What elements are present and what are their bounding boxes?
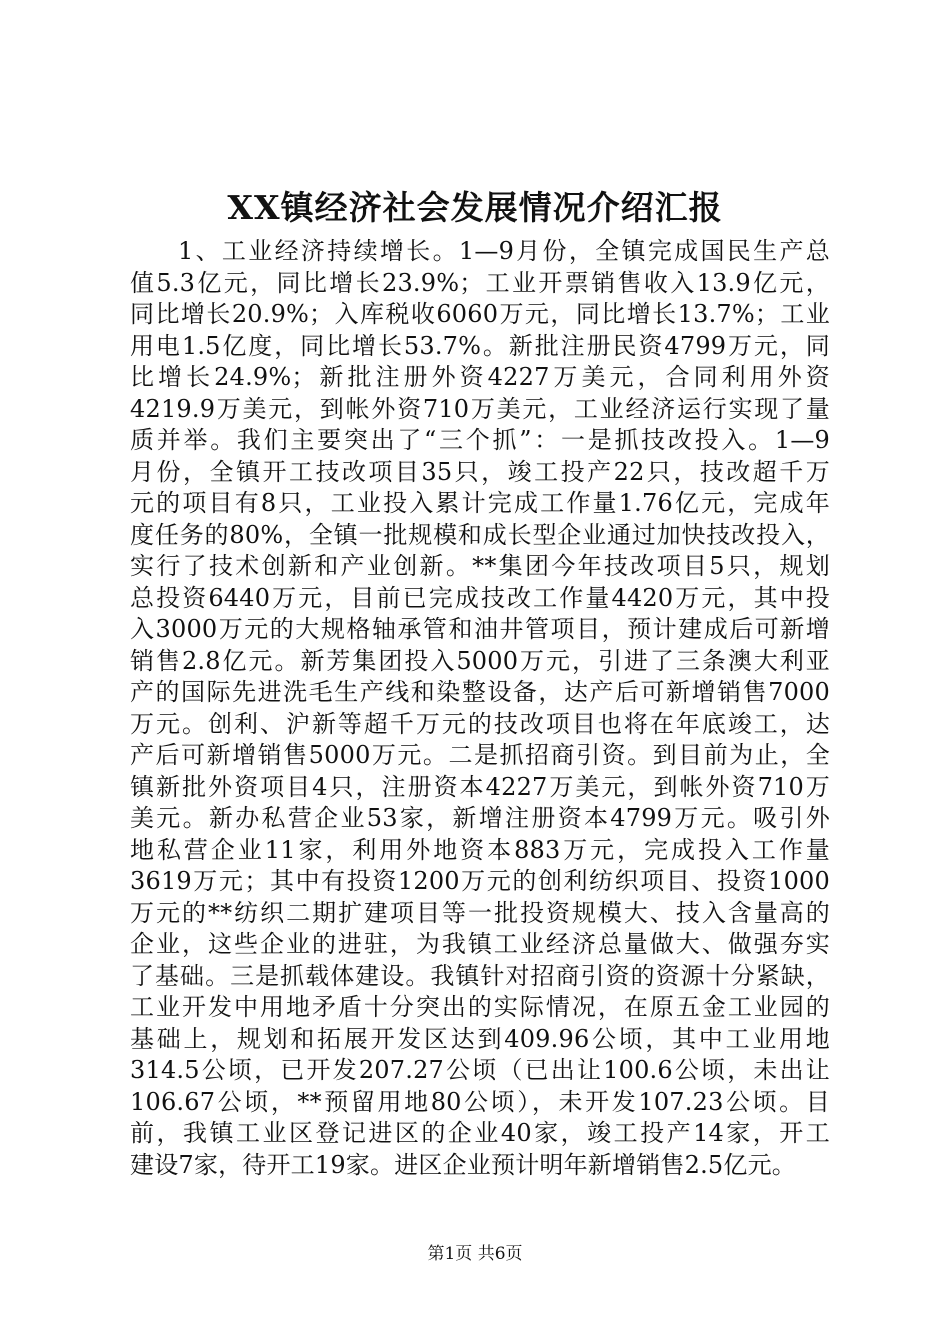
- paragraph-line: 万元的**纺织二期扩建项目等一批投资规模大、技入含量高的: [130, 898, 830, 927]
- paragraph-line: 万元。创利、沪新等超千万元的技改项目也将在年底竣工，达: [130, 709, 830, 738]
- paragraph-line: 月份，全镇开工技改项目35只，竣工投产22只，技改超千万: [130, 457, 830, 486]
- paragraph-line: 实行了技术创新和产业创新。**集团今年技改项目5只，规划: [130, 552, 830, 580]
- paragraph-line: 美元。新办私营企业53家，新增注册资本4799万元。吸引外: [130, 804, 830, 832]
- paragraph-line: 了基础。三是抓载体建设。我镇针对招商引资的资源十分紧缺，: [130, 961, 830, 990]
- paragraph-line: 产后可新增销售5000万元。二是抓招商引资。到目前为止，全: [130, 741, 830, 769]
- paragraph-line: 比增长24.9%；新批注册外资4227万美元，合同利用外资: [130, 363, 830, 391]
- paragraph-line: 企业，这些企业的进驻，为我镇工业经济总量做大、做强夯实: [130, 930, 830, 958]
- paragraph-line: 度任务的80%，全镇一批规模和成长型企业通过加快技改投入，: [130, 520, 830, 549]
- paragraph-line: 建设7家，待开工19家。进区企业预计明年新增销售2.5亿元。: [130, 1150, 796, 1179]
- paragraph-line: 基础上，规划和拓展开发区达到409.96公顷，其中工业用地: [130, 1024, 830, 1053]
- paragraph-line: 4219.9万美元，到帐外资710万美元，工业经济运行实现了量: [130, 394, 830, 423]
- document-title: XX镇经济社会发展情况介绍汇报: [227, 188, 723, 227]
- paragraph-line: 产的国际先进洗毛生产线和染整设备，达产后可新增销售7000: [130, 678, 830, 706]
- paragraph-line: 106.67公顷，**预留用地80公顷），未开发107.23公顷。目: [130, 1087, 830, 1116]
- body-paragraph: [130, 236, 830, 1181]
- paragraph-line: 总投资6440万元，目前已完成技改工作量4420万元，其中投: [130, 583, 830, 612]
- paragraph-line: 同比增长20.9%；入库税收6060万元，同比增长13.7%；工业: [130, 300, 830, 328]
- paragraph-line: 值5.3亿元，同比增长23.9%；工业开票销售收入13.9亿元，: [130, 268, 830, 297]
- paragraph-line: 314.5公顷，已开发207.27公顷（已出让100.6公顷，未出让: [130, 1056, 830, 1084]
- paragraph-line: 工业开发中用地矛盾十分突出的实际情况，在原五金工业园的: [130, 993, 830, 1021]
- paragraph-line: 用电1.5亿度，同比增长53.7%。新批注册民资4799万元，同: [130, 331, 830, 360]
- paragraph-line: 地私营企业11家，利用外地资本883万元，完成投入工作量: [130, 835, 830, 864]
- paragraph-line: 销售2.8亿元。新芳集团投入5000万元，引进了三条澳大利亚: [130, 646, 830, 675]
- paragraph-line: 3619万元；其中有投资1200万元的创利纺织项目、投资1000: [130, 867, 830, 895]
- paragraph-line: 质并举。我们主要突出了“三个抓”：一是抓技改投入。1—9: [130, 426, 830, 454]
- paragraph-line: 入3000万元的大规格轴承管和油井管项目，预计建成后可新增: [130, 615, 830, 643]
- page-number-footer: 第1页 共6页: [427, 1244, 523, 1264]
- paragraph-line: 元的项目有8只，工业投入累计完成工作量1.76亿元，完成年: [130, 489, 830, 517]
- paragraph-line: 前，我镇工业区登记进区的企业40家，竣工投产14家，开工: [130, 1119, 830, 1147]
- paragraph-line: 镇新批外资项目4只，注册资本4227万美元，到帐外资710万: [130, 772, 830, 801]
- paragraph-line: 1、工业经济持续增长。1—9月份，全镇完成国民生产总: [178, 237, 830, 265]
